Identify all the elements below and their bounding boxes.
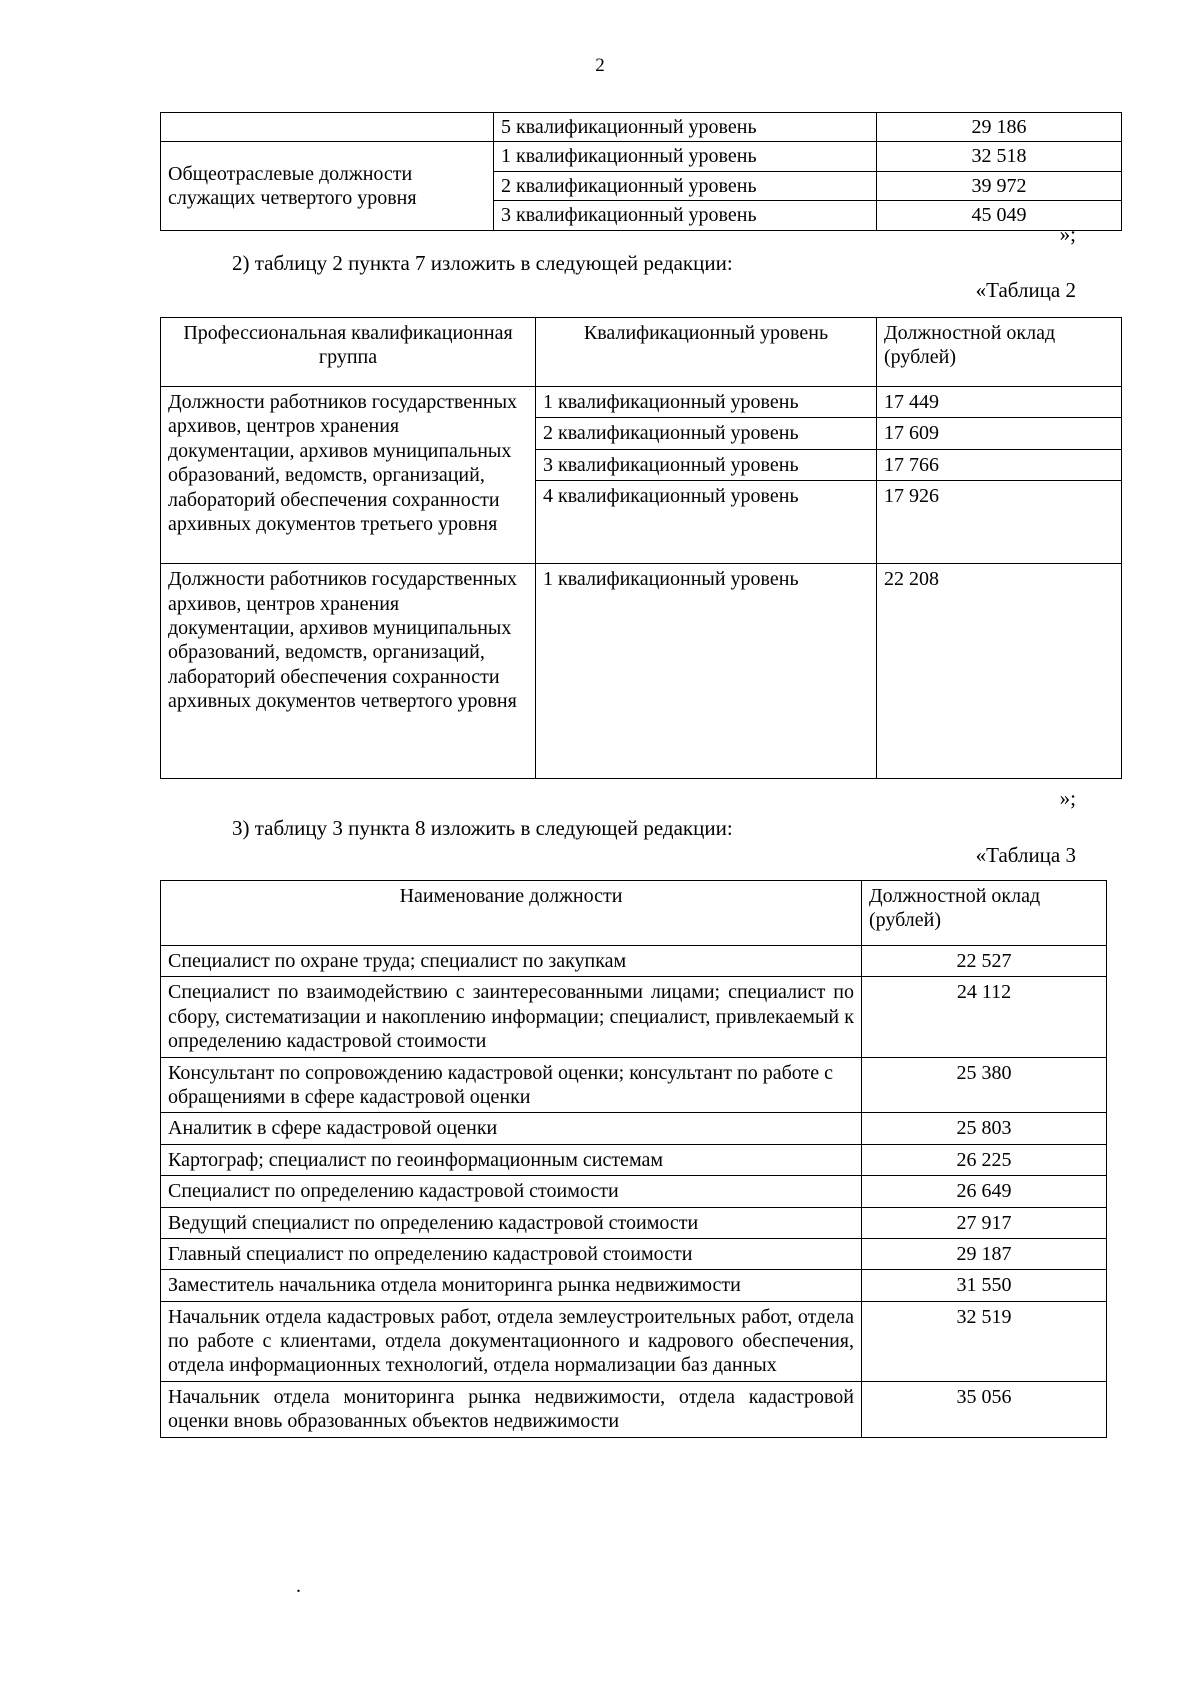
table-two-salary: 17 926 xyxy=(877,481,1122,564)
table-row xyxy=(161,113,1122,142)
table-two-group-2: Должности работников государственных архивов, центров хранения документации, архивов муниципальных образований, ведомств, организаций, лабораторий обеспечения сохранности архивных документов четвертого уровня xyxy=(161,564,536,779)
table-one-level: 5 квалификационный уровень xyxy=(494,113,877,142)
table-row xyxy=(161,142,1122,171)
table-one-salary: 32 518 xyxy=(877,142,1122,171)
table-row xyxy=(161,564,1122,779)
paragraph-item-3: 3) таблицу 3 пункта 8 изложить в следующей редакции: xyxy=(232,816,733,840)
table-three-salary: 31 550 xyxy=(862,1270,1107,1301)
table-one-level: 2 квалификационный уровень xyxy=(494,171,877,200)
table-three-salary: 22 527 xyxy=(862,946,1107,977)
table-three-header-salary: Должностной оклад (рублей) xyxy=(862,881,1107,946)
table-three-salary: 25 803 xyxy=(862,1113,1107,1144)
paragraph-item-2: 2) таблицу 2 пункта 7 изложить в следующей редакции: xyxy=(232,251,733,275)
table-three-salary: 27 917 xyxy=(862,1207,1107,1238)
closing-quote-1: »; xyxy=(1059,222,1076,246)
table-three-salary: 32 519 xyxy=(862,1301,1107,1381)
table-three-post: Специалист по определению кадастровой стоимости xyxy=(161,1176,862,1207)
table-row xyxy=(161,1113,1107,1144)
table-two xyxy=(160,317,1122,779)
table-three-post: Заместитель начальника отдела мониторинга рынка недвижимости xyxy=(161,1270,862,1301)
table-three-post: Специалист по охране труда; специалист по закупкам xyxy=(161,946,862,977)
table-row xyxy=(161,977,1107,1057)
table-row xyxy=(161,946,1107,977)
table-three-post: Ведущий специалист по определению кадастровой стоимости xyxy=(161,1207,862,1238)
bottom-page-mark: . xyxy=(296,1575,301,1597)
table-two-level: 3 квалификационный уровень xyxy=(536,449,877,480)
table-one-level: 1 квалификационный уровень xyxy=(494,142,877,171)
table-row xyxy=(161,1270,1107,1301)
table-row xyxy=(161,1301,1107,1381)
table-header-row xyxy=(161,318,1122,387)
table-one-level: 3 квалификационный уровень xyxy=(494,201,877,230)
table-row xyxy=(161,1176,1107,1207)
table-one-salary: 39 972 xyxy=(877,171,1122,200)
table-three-post: Начальник отдела кадастровых работ, отдела землеустроительных работ, отдела по работе с клиентами, отдела документационного и кадрового обеспечения, отдела информационных технологий, отдела нормализации баз данных xyxy=(161,1301,862,1381)
page-number: 2 xyxy=(595,55,605,76)
table-two-salary: 17 609 xyxy=(877,418,1122,449)
table-two-level: 1 квалификационный уровень xyxy=(536,387,877,418)
table-two-header-salary: Должностной оклад (рублей) xyxy=(877,318,1122,387)
table-two-header-level: Квалификационный уровень xyxy=(536,318,877,387)
table-one-group-label: Общеотраслевые должности служащих четвертого уровня xyxy=(161,142,494,230)
table-two-level: 1 квалификационный уровень xyxy=(536,564,877,779)
table-three-salary: 26 649 xyxy=(862,1176,1107,1207)
table-one-group-empty xyxy=(161,113,494,142)
table-two-level: 4 квалификационный уровень xyxy=(536,481,877,564)
table-three-caption: «Таблица 3 xyxy=(975,843,1076,867)
table-row xyxy=(161,1381,1107,1437)
table-row xyxy=(161,1057,1107,1113)
table-three-salary: 24 112 xyxy=(862,977,1107,1057)
table-three-post: Специалист по взаимодействию с заинтересованными лицами; специалист по сбору, систематизации и накоплению информации; специалист, привлекаемый к определению кадастровой стоимости xyxy=(161,977,862,1057)
table-row xyxy=(161,387,1122,418)
table-two-header-group: Профессиональная квалификационная группа xyxy=(161,318,536,387)
table-row xyxy=(161,1207,1107,1238)
table-two-salary: 22 208 xyxy=(877,564,1122,779)
table-two-level: 2 квалификационный уровень xyxy=(536,418,877,449)
table-three-post: Главный специалист по определению кадастровой стоимости xyxy=(161,1238,862,1269)
table-header-row xyxy=(161,881,1107,946)
table-one-salary: 45 049 xyxy=(877,201,1122,230)
table-two-group-1: Должности работников государственных архивов, центров хранения документации, архивов муниципальных образований, ведомств, организаций, лабораторий обеспечения сохранности архивных документов третьего уровня xyxy=(161,387,536,564)
table-three-salary: 26 225 xyxy=(862,1144,1107,1175)
table-three-salary: 25 380 xyxy=(862,1057,1107,1113)
table-two-salary: 17 449 xyxy=(877,387,1122,418)
table-one-continued xyxy=(160,112,1122,231)
table-three-header-post: Наименование должности xyxy=(161,881,862,946)
table-three-post: Картограф; специалист по геоинформационным системам xyxy=(161,1144,862,1175)
table-three-salary: 35 056 xyxy=(862,1381,1107,1437)
table-row xyxy=(161,1238,1107,1269)
closing-quote-2: »; xyxy=(1059,786,1076,810)
table-three-post: Консультант по сопровождению кадастровой оценки; консультант по работе с обращениями в сфере кадастровой оценки xyxy=(161,1057,862,1113)
table-two-salary: 17 766 xyxy=(877,449,1122,480)
table-two-caption: «Таблица 2 xyxy=(975,278,1076,302)
table-one-salary: 29 186 xyxy=(877,113,1122,142)
table-three-post: Аналитик в сфере кадастровой оценки xyxy=(161,1113,862,1144)
table-three xyxy=(160,880,1107,1438)
table-three-salary: 29 187 xyxy=(862,1238,1107,1269)
table-three-post: Начальник отдела мониторинга рынка недвижимости, отдела кадастровой оценки вновь образованных объектов недвижимости xyxy=(161,1381,862,1437)
table-row xyxy=(161,1144,1107,1175)
